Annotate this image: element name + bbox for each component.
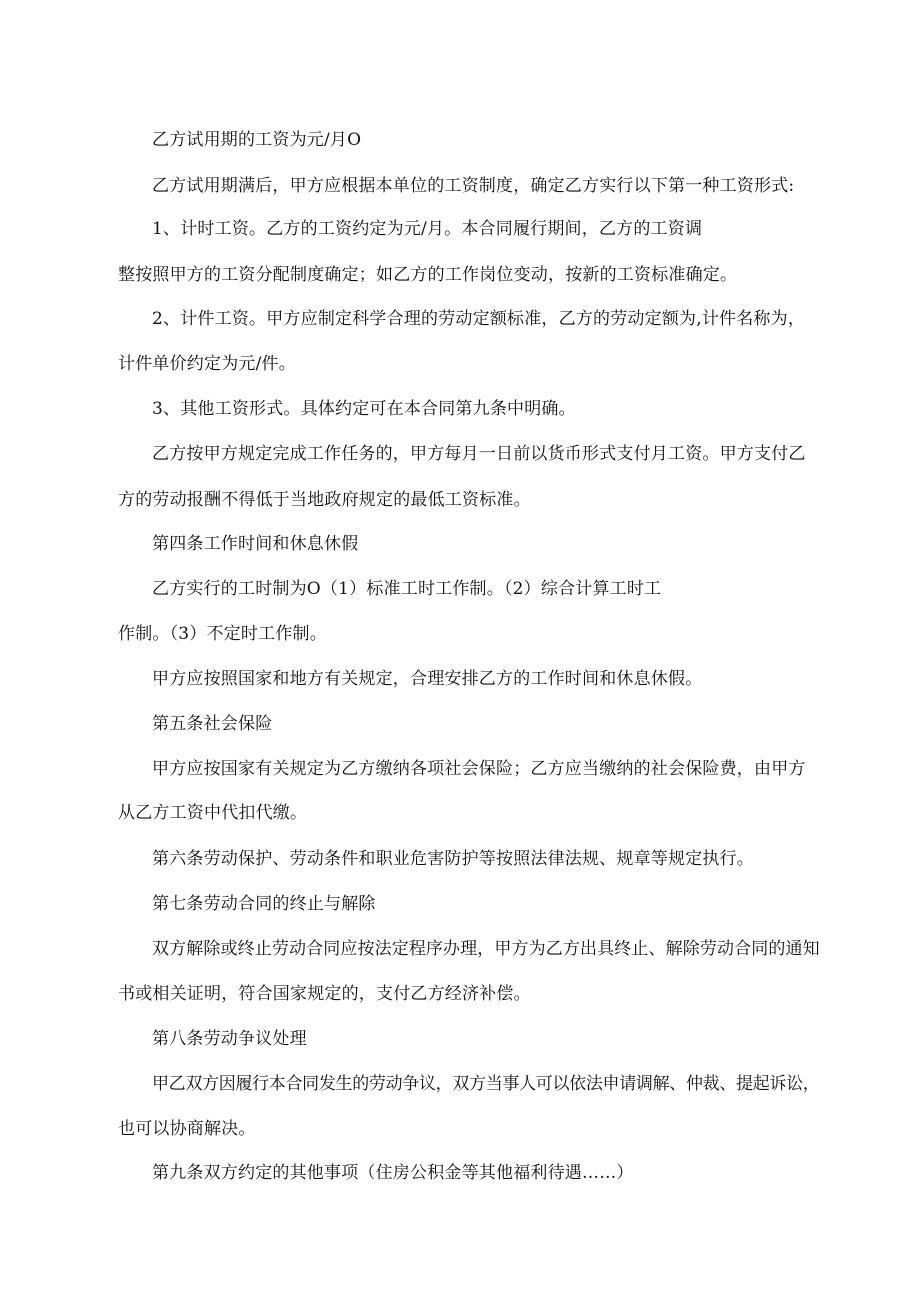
text-line: 甲方应按国家有关规定为乙方缴纳各项社会保险；乙方应当缴纳的社会保险费，由甲方 — [152, 759, 806, 779]
text-line: 方的劳动报酬不得低于当地政府规定的最低工资标准。 — [118, 490, 531, 510]
text-line: 书或相关证明，符合国家规定的，支付乙方经济补偿。 — [118, 984, 531, 1004]
section-heading: 第六条劳动保护、劳动条件和职业危害防护等按照法律法规、规章等规定执行。 — [152, 849, 754, 869]
text-line: 乙方试用期满后，甲方应根据本单位的工资制度，确定乙方实行以下第一种工资形式: — [152, 176, 795, 196]
text-line: 双方解除或终止劳动合同应按法定程序办理，甲方为乙方出具终止、解除劳动合同的通知 — [152, 939, 820, 959]
section-heading: 第八条劳动争议处理 — [152, 1029, 307, 1049]
section-heading: 第五条社会保险 — [152, 714, 273, 734]
text-line: 乙方按甲方规定完成工作任务的，甲方每月一日前以货币形式支付月工资。甲方支付乙 — [152, 444, 806, 464]
text-line: 作制。（3）不定时工作制。 — [118, 624, 327, 644]
text-line: 甲方应按照国家和地方有关规定，合理安排乙方的工作时间和休息休假。 — [152, 669, 703, 689]
text-line: 3、其他工资形式。具体约定可在本合同第九条中明确。 — [152, 399, 576, 419]
section-heading: 第四条工作时间和休息休假 — [152, 534, 359, 554]
text-line: 计件单价约定为元/件。 — [118, 354, 296, 374]
text-line: 乙方试用期的工资为元/月O — [152, 130, 362, 150]
text-line: 也可以协商解决。 — [118, 1119, 256, 1139]
text-line: 1、计时工资。乙方的工资约定为元/月。本合同履行期间，乙方的工资调 — [152, 219, 703, 239]
text-line: 乙方实行的工时制为O（1）标准工时工作制。（2）综合计算工时工 — [152, 579, 662, 599]
section-heading: 第七条劳动合同的终止与解除 — [152, 894, 376, 914]
text-line: 从乙方工资中代扣代缴。 — [118, 803, 308, 823]
text-line: 2、计件工资。甲方应制定科学合理的劳动定额标准，乙方的劳动定额为,计件名称为， — [152, 309, 806, 329]
text-line: 整按照甲方的工资分配制度确定；如乙方的工作岗位变动，按新的工资标准确定。 — [118, 265, 738, 285]
text-line: 甲乙双方因履行本合同发生的劳动争议，双方当事人可以依法申请调解、仲裁、提起诉讼， — [152, 1074, 820, 1094]
section-heading: 第九条双方约定的其他事项（住房公积金等其他福利待遇……） — [152, 1163, 634, 1183]
